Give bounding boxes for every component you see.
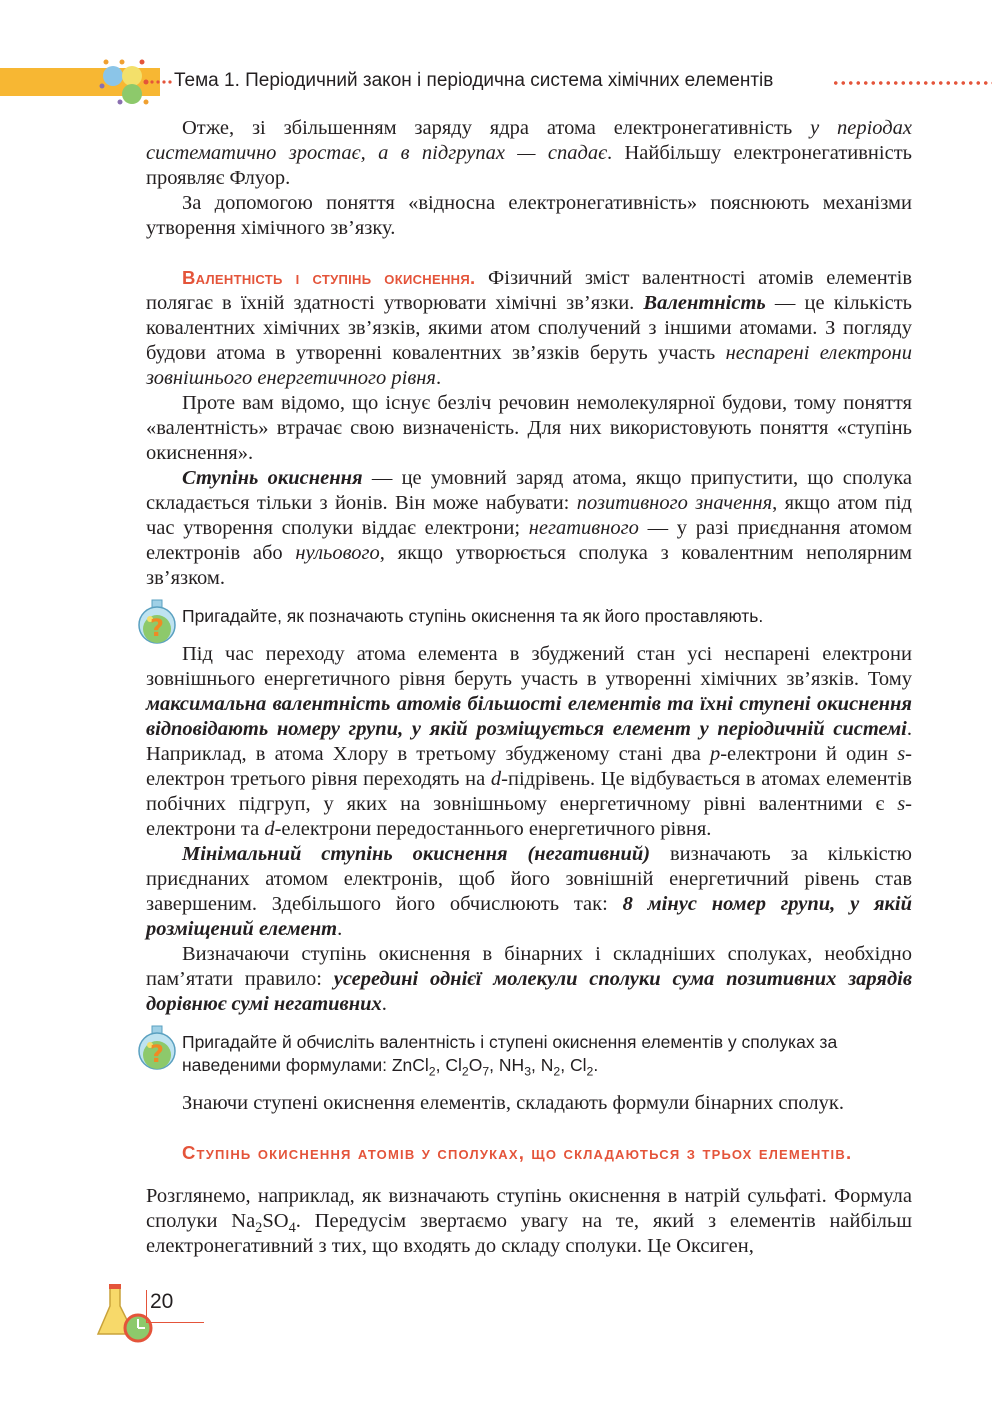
formula: O: [468, 1055, 483, 1075]
formula: Cl: [445, 1055, 462, 1075]
subscript: 2: [428, 1064, 436, 1079]
formula: Na: [231, 1209, 256, 1232]
term: Ступінь окиснення: [182, 467, 363, 489]
paragraph: [146, 942, 912, 1017]
text: , якщо атом під час утворення сполуки віддає електрони;: [146, 492, 912, 539]
paragraph: [146, 1184, 912, 1259]
question-flask-icon: [136, 599, 178, 645]
subscript: 7: [482, 1064, 490, 1079]
text: Отже, зі збільшенням заряду ядра атома електронегативність: [182, 117, 811, 139]
page-body: [146, 116, 912, 1259]
formula: SO: [262, 1209, 289, 1232]
text: — це умовний заряд атома, якщо припустити, що сполука складається тільки з йонів. Він може набувати:: [146, 467, 912, 514]
section-heading: Валентність і ступінь окиснення.: [182, 267, 476, 288]
question-text: Пригадайте й обчисліть валентність і ступені окиснення елементів у сполуках за наведеними формулами:: [182, 1032, 838, 1075]
text: Під час переходу атома елемента в збуджений стан усі неспарені електрони зовнішнього енергетичного рівня беруть участь в утворенні хімічних зв’язків. Тому: [146, 643, 912, 690]
svg-text:?: ?: [150, 1040, 164, 1068]
header-dotted-line: [832, 80, 992, 86]
italic-text: нульового: [295, 542, 380, 564]
page-header-title: Тема 1. Періодичний закон і періодична система хімічних елементів: [174, 70, 774, 91]
formula: N: [540, 1055, 554, 1075]
text: -електрони передостаннього енергетичного рівня.: [274, 818, 712, 840]
page-number: 20: [150, 1290, 174, 1313]
paragraph: Знаючи ступені окиснення елементів, складають формули бінарних сполук.: [182, 1092, 844, 1114]
text: .: [435, 367, 442, 389]
text: Фізичний зміст валентності атомів елементів полягає в їхній здатності утворювати хімічні зв’язки.: [146, 267, 913, 314]
text: -електрони та: [146, 793, 912, 840]
italic-text: негативного: [528, 517, 639, 539]
text: — у разі приєднання атомом електронів або: [146, 517, 912, 564]
italic-symbol: d: [490, 768, 502, 790]
separator: ,: [489, 1055, 499, 1075]
subscript: 2: [461, 1064, 469, 1079]
separator: .: [593, 1055, 599, 1075]
section-valence-paragraph: [146, 265, 912, 391]
subscript: 2: [553, 1064, 561, 1079]
text: . Наприклад, в атома Хлору в третьому збудженому стані два: [146, 718, 912, 765]
separator: ,: [435, 1055, 446, 1075]
italic-symbol: d: [264, 818, 275, 840]
italic-text: позитивного значення: [576, 492, 773, 514]
text: Розглянемо, наприклад, як визначають ступінь окиснення в натрій сульфаті. Формула сполуки: [146, 1184, 912, 1232]
text: . Найбільшу електронегативність проявляє Флуор.: [146, 142, 913, 189]
paragraph: [146, 116, 912, 191]
subscript: 2: [255, 1219, 263, 1236]
recall-question: [146, 1031, 912, 1077]
text: -електрони й один: [720, 743, 898, 765]
italic-symbol: s: [897, 743, 906, 765]
footer-rule: [146, 1322, 204, 1323]
separator: ,: [531, 1055, 541, 1075]
text: — це кількість ковалентних хімічних зв’язків, якими атом сполучений з іншими атомами. З погляду будови атома в утворенні ковалентних зв’язків беруть участь: [146, 292, 912, 364]
text: визначають за кількістю приєднаних атомом електронів, щоб його зовнішній енергетичний рівень став завершеним. Здебільшого його обчислюють так:: [146, 843, 912, 915]
recall-question: [146, 605, 912, 642]
subscript: 3: [524, 1064, 532, 1079]
text: . Передусім звертаємо увагу на те, який з елементів найбільш електронегативний з тих, що входять до складу сполуки. Це Оксиген,: [146, 1209, 912, 1257]
question-flask-icon: [136, 1025, 178, 1071]
subscript: 2: [586, 1064, 594, 1079]
paragraph: Проте вам відомо, що існує безліч речовин немолекулярної будови, тому поняття «валентність» втрачає свою визначеність. Для них використовують поняття «ступінь окиснення».: [146, 392, 912, 464]
text: .: [337, 918, 343, 940]
italic-text: у періодах систематично зростає, а в підгрупах — спадає: [146, 117, 912, 164]
formula: Cl: [569, 1055, 587, 1075]
text: .: [381, 993, 387, 1015]
footer-rule-vertical: [146, 1290, 147, 1322]
term: Валентність: [643, 292, 766, 314]
term: Мінімальний ступінь окиснення (негативний): [182, 843, 651, 865]
text: -електрон третього рівня переходять на: [146, 743, 912, 790]
text: Визначаючи ступінь окиснення в бінарних і складніших сполуках, необхідно пам’ятати правило:: [146, 943, 912, 990]
rule-text: усередині однієї молекули сполуки сума позитивних зарядів дорівнює сумі негативних: [146, 968, 913, 1015]
section-heading: Ступінь окиснення атомів у сполуках, що складаються з трьох елементів.: [182, 1142, 853, 1163]
paragraph: За допомогою поняття «відносна електронегативність» пояснюють механізми утворення хімічного зв’язку.: [146, 192, 912, 239]
italic-symbol: p: [709, 743, 721, 765]
formula: ZnCl: [391, 1055, 429, 1075]
molecule-icon: [96, 58, 176, 108]
paragraph: [146, 842, 912, 942]
text: , якщо утворюється сполука з ковалентним неполярним зв’язком.: [146, 542, 912, 589]
paragraph: [146, 642, 912, 842]
svg-text:?: ?: [150, 614, 164, 642]
italic-text: неспарені електрони зовнішнього енергетичного рівня: [146, 342, 912, 389]
formula: NH: [498, 1055, 525, 1075]
term: максимальна валентність атомів більшості елементів та їхні ступені окиснення відповідають номеру групи, у якій розміщується елемент у періодичній системі: [146, 693, 912, 740]
term: 8 мінус номер групи, у якій розміщений елемент: [146, 893, 912, 940]
separator: ,: [560, 1055, 570, 1075]
text: -підрівень. Це відбувається в атомах елементів побічних підгруп, у яких на зовнішньому енергетичному рівні валентними є: [146, 768, 912, 815]
italic-symbol: s: [897, 793, 906, 815]
subscript: 4: [288, 1219, 296, 1236]
question-text: Пригадайте, як позначають ступінь окиснення та як його проставляють.: [182, 606, 764, 626]
paragraph: [146, 466, 912, 591]
